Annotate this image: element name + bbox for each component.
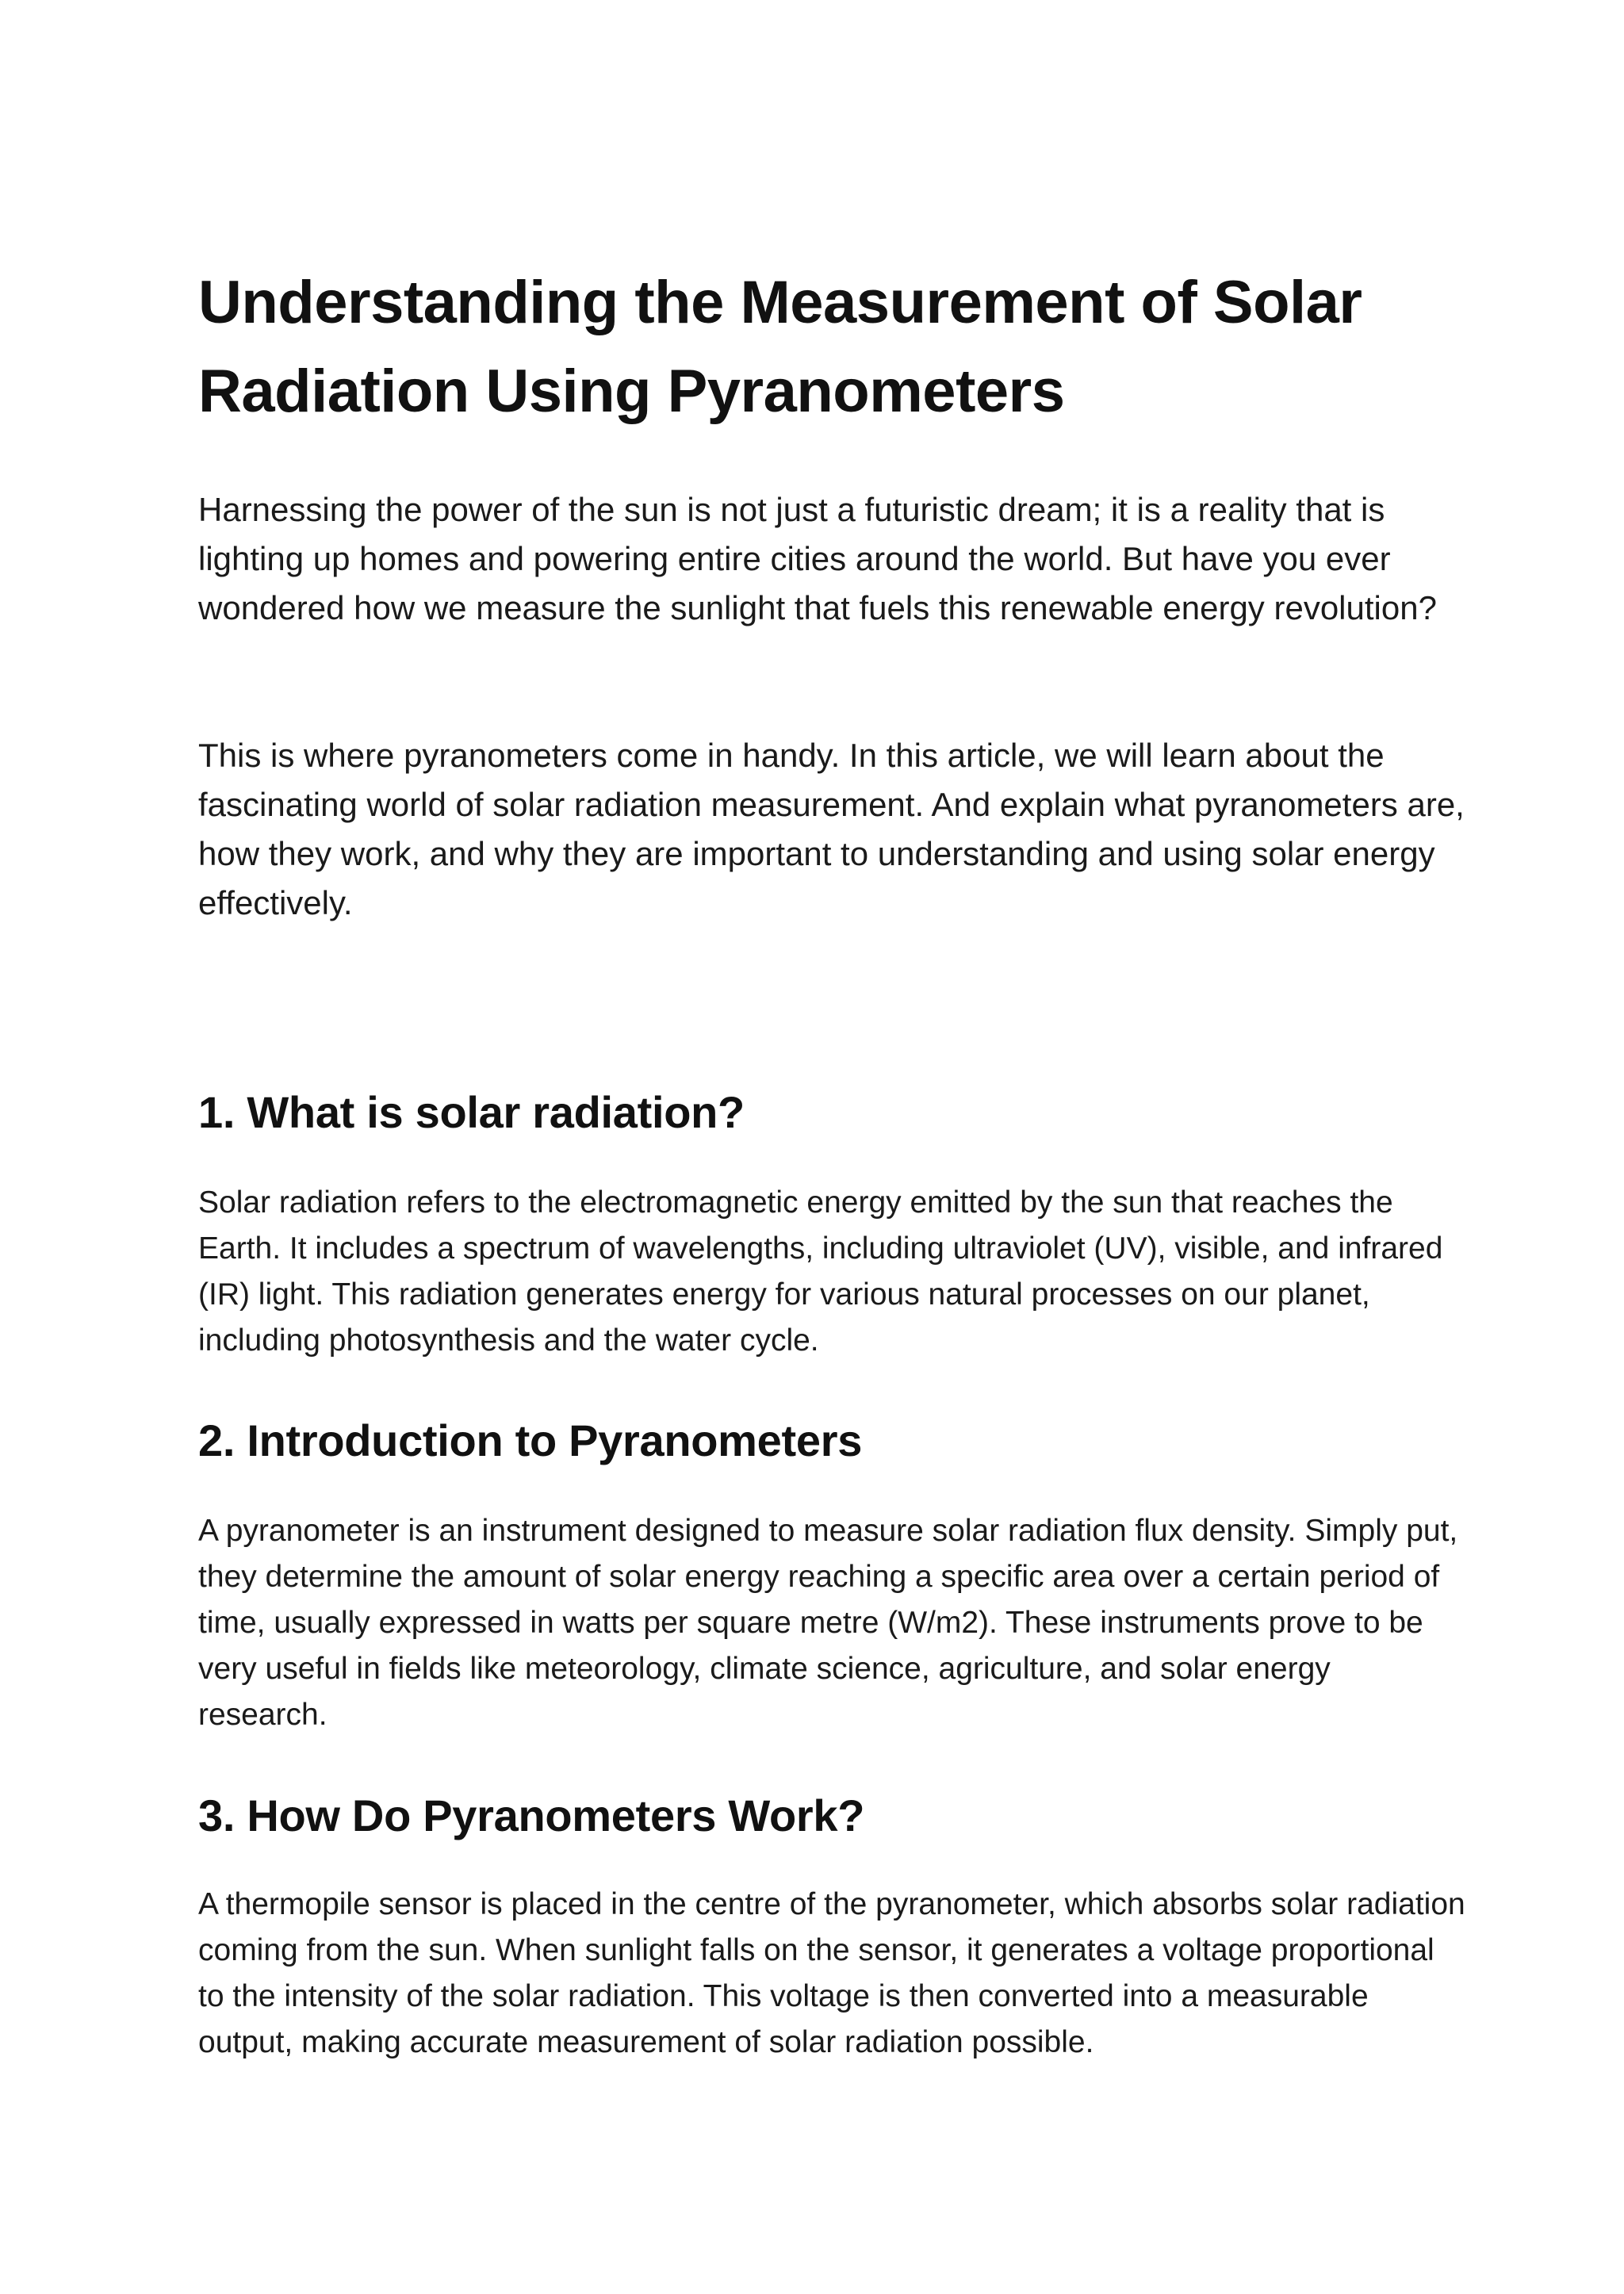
- section-body-introduction-pyranometers: A pyranometer is an instrument designed to measure solar radiation flux density. Simply put, they determine the amount of solar energy reaching a specific area over a certain period of time, usually expressed in watts per square metre (W/m2). These instruments prove to be very useful in fields like meteorology, climate science, agriculture, and solar energy research.: [198, 1514, 1458, 1732]
- document-title: Understanding the Measurement of Solar Radiation Using Pyranometers: [198, 269, 1362, 425]
- section-heading-introduction-pyranometers: 2. Introduction to Pyranometers: [198, 1415, 863, 1465]
- section-body-solar-radiation: Solar radiation refers to the electromagnetic energy emitted by the sun that reaches the Earth. It includes a spectrum of wavelengths, including ultraviolet (UV), visible, and infrared (IR) light. This radiation generates energy for various natural processes on our planet, including photosynthesis and the water cycle.: [198, 1185, 1443, 1358]
- section-body-how-pyranometers-work: A thermopile sensor is placed in the centre of the pyranometer, which absorbs solar radiation coming from the sun. When sunlight falls on the sensor, it generates a voltage proportional to the intensity of the solar radiation. This voltage is then converted into a measurable output, making accurate measurement of solar radiation possible.: [198, 1887, 1465, 2059]
- section-heading-solar-radiation: 1. What is solar radiation?: [198, 1087, 745, 1137]
- section-heading-how-pyranometers-work: 3. How Do Pyranometers Work?: [198, 1790, 865, 1840]
- intro-paragraph-2: This is where pyranometers come in handy. In this article, we will learn about the fascinating world of solar radiation measurement. And explain what pyranometers are, how they work, and why they are important to understanding and using solar energy effectively.: [198, 737, 1465, 921]
- intro-paragraph-1: Harnessing the power of the sun is not just a futuristic dream; it is a reality that is lighting up homes and powering entire cities around the world. But have you ever wondered how we measure the sunlight that fuels this renewable energy revolution?: [198, 491, 1437, 626]
